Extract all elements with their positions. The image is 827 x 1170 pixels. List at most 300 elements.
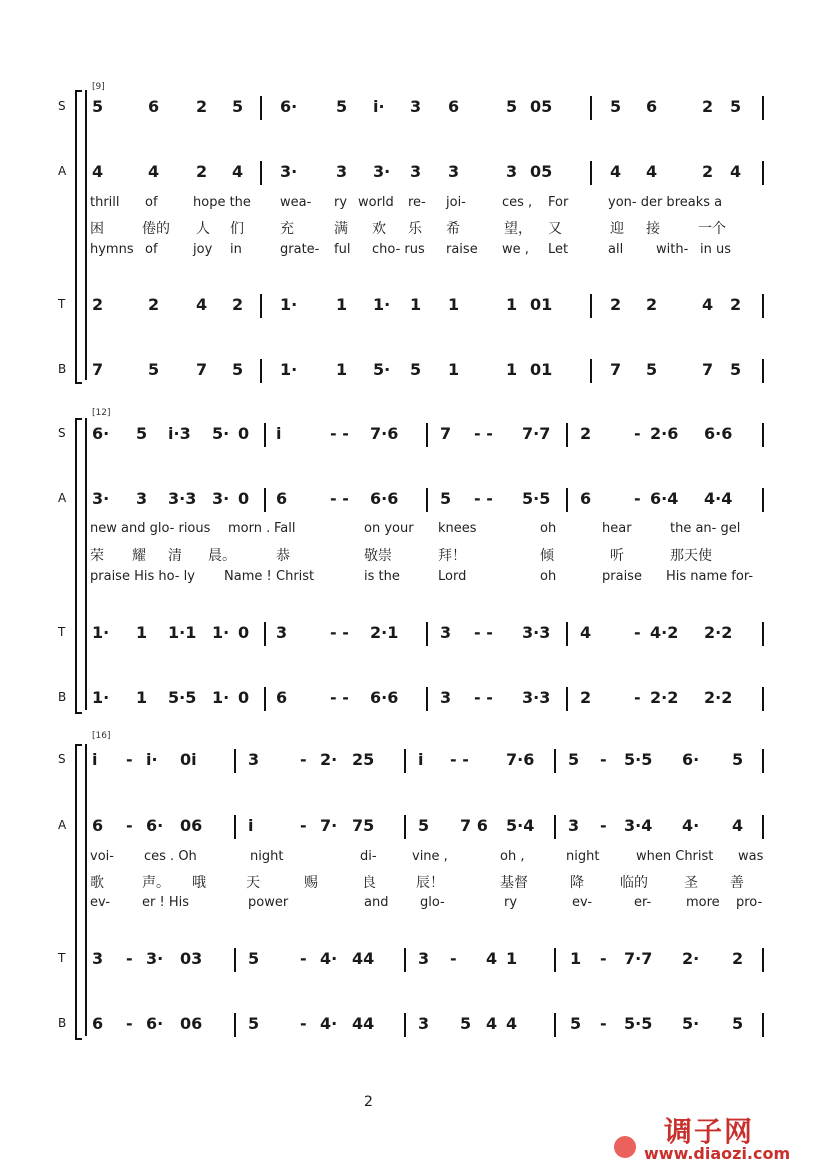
lyric: 望， (504, 221, 532, 237)
lyric: raise (446, 242, 478, 257)
note: 6·6 (704, 424, 733, 443)
note: 01 (530, 295, 553, 314)
note: 3· (212, 489, 230, 508)
note: 6·6 (370, 688, 399, 707)
lyric: all (608, 242, 624, 257)
lyric: 临的 (620, 875, 648, 891)
note: 2·6 (650, 424, 679, 443)
note: 44 (352, 1014, 375, 1033)
note: 1 (136, 688, 148, 707)
note: 7 (92, 360, 104, 379)
lyric: morn . (228, 521, 271, 536)
voice-label-s: S (58, 99, 66, 113)
note: 6· (682, 750, 700, 769)
watermark-url: www.diaozi.com (644, 1144, 791, 1163)
lyric: 圣 (684, 875, 698, 891)
lyric: more (686, 895, 720, 910)
lyrics-chinese (0, 545, 827, 565)
note: 3·4 (624, 816, 653, 835)
barline (264, 622, 266, 646)
note: 3 (506, 162, 518, 181)
note: 5· (373, 360, 391, 379)
note: 4 (580, 623, 592, 642)
note: 5 (232, 97, 244, 116)
note: 1· (280, 360, 298, 379)
note: 5 (732, 750, 744, 769)
barline (264, 423, 266, 447)
lyric: 迎 (610, 221, 624, 237)
note: 2 (196, 162, 208, 181)
barline (590, 96, 592, 120)
note: 2·2 (704, 623, 733, 642)
barline (762, 423, 764, 447)
note: 1· (212, 688, 230, 707)
note: 6 (276, 489, 288, 508)
note: 2 (148, 295, 160, 314)
barline (762, 359, 764, 383)
note: 44 (352, 949, 375, 968)
note: 7 (702, 360, 714, 379)
note: 1· (373, 295, 391, 314)
note: 5 (336, 97, 348, 116)
note: - (300, 949, 307, 968)
lyric: hear (602, 521, 632, 536)
lyric: 基督 (500, 875, 528, 891)
barline (762, 294, 764, 318)
note: 2 (646, 295, 658, 314)
note: 2·2 (704, 688, 733, 707)
note: 1· (212, 623, 230, 642)
lyric: 良 (362, 875, 376, 891)
barline (264, 687, 266, 711)
lyrics-verse3 (0, 569, 827, 587)
tenor-row (0, 949, 827, 975)
lyric: ry (504, 895, 518, 910)
note: 3 (248, 750, 260, 769)
note: - (634, 489, 641, 508)
soprano-row (0, 97, 827, 123)
barline (762, 749, 764, 773)
note: i (418, 750, 424, 769)
voice-label-b: B (58, 362, 67, 376)
lyric: ry (334, 195, 348, 210)
note: 5 (460, 1014, 472, 1033)
note: 4 (232, 162, 244, 181)
note: 5 (248, 1014, 260, 1033)
note: 2·2 (650, 688, 679, 707)
note: 5 (610, 97, 622, 116)
note: 4 (148, 162, 160, 181)
barline (554, 815, 556, 839)
lyric: new and glo- rious (90, 521, 211, 536)
barline (426, 423, 428, 447)
lyric: His name for- (666, 569, 754, 584)
lyric: Lord (438, 569, 467, 584)
barline (762, 687, 764, 711)
lyric: 那天使 (670, 548, 712, 564)
note: 6 (580, 489, 592, 508)
note: 2 (702, 97, 714, 116)
lyric: 困 (90, 221, 104, 237)
note: 7 (196, 360, 208, 379)
note: 1 (336, 360, 348, 379)
note: 3 (410, 97, 422, 116)
note: 3·3 (522, 688, 551, 707)
barline (762, 96, 764, 120)
note: - - (330, 623, 349, 642)
lyric: 人 (196, 221, 210, 237)
note: 1· (92, 623, 110, 642)
note: 4 (730, 162, 742, 181)
lyric: yon- der breaks a (608, 195, 723, 210)
note: 5 (732, 1014, 744, 1033)
lyric: oh (540, 569, 557, 584)
note: 3· (280, 162, 298, 181)
note: 0 (238, 424, 250, 443)
note: 6· (280, 97, 298, 116)
lyric: vine , (412, 849, 448, 864)
note: 2· (682, 949, 700, 968)
lyric: glo- (420, 895, 445, 910)
lyric: 拜！ (438, 548, 466, 564)
note: 4 (646, 162, 658, 181)
note: 5 (148, 360, 160, 379)
note: 6· (92, 424, 110, 443)
note: 0 (238, 688, 250, 707)
alto-row (0, 816, 827, 842)
note: i· (146, 750, 158, 769)
note: 1 (336, 295, 348, 314)
lyric: wea- (280, 195, 312, 210)
note: 5· (682, 1014, 700, 1033)
note: 3 (440, 688, 452, 707)
note: 2 (730, 295, 742, 314)
bass-row (0, 688, 827, 714)
lyric: 恭 (276, 548, 290, 564)
lyric: hope the (193, 195, 251, 210)
note: 5· (212, 424, 230, 443)
barline (260, 161, 262, 185)
note: 5·5 (624, 750, 653, 769)
note: 2 (580, 424, 592, 443)
voice-label-a: A (58, 818, 67, 832)
lyric: 歌 (90, 875, 104, 891)
note: - (600, 816, 607, 835)
note: 5 (136, 424, 148, 443)
soprano-row (0, 750, 827, 776)
note: 6·4 (650, 489, 679, 508)
lyric: 希 (446, 221, 460, 237)
note: 0 (238, 623, 250, 642)
lyric: pro- (736, 895, 763, 910)
lyric: in us (700, 242, 731, 257)
note: - - (474, 623, 493, 642)
barline (566, 423, 568, 447)
note: 01 (530, 360, 553, 379)
note: 3 (276, 623, 288, 642)
note: 1 (506, 360, 518, 379)
lyric: ev- (90, 895, 111, 910)
note: 25 (352, 750, 375, 769)
note: 4· (320, 949, 338, 968)
note: - (126, 1014, 133, 1033)
tenor-row (0, 623, 827, 649)
lyrics-verse1 (0, 195, 827, 213)
note: - (126, 816, 133, 835)
note: 06 (180, 816, 203, 835)
measure-number-12: [12] (92, 408, 111, 418)
tenor-row (0, 295, 827, 321)
barline (404, 749, 406, 773)
barline (260, 96, 262, 120)
lyric: 倦的 (142, 221, 170, 237)
alto-row (0, 489, 827, 515)
note: 1 (506, 949, 518, 968)
note: 5 (730, 97, 742, 116)
measure-number-9: [9] (92, 82, 105, 92)
note: - (300, 750, 307, 769)
note: 4 (486, 949, 498, 968)
note: 7· (320, 816, 338, 835)
note: 7 6 (460, 816, 488, 835)
lyric: 充 (280, 221, 294, 237)
note: 4·4 (704, 489, 733, 508)
note: 2 (580, 688, 592, 707)
barline (566, 622, 568, 646)
lyrics-chinese (0, 872, 827, 892)
note: 3 (568, 816, 580, 835)
lyric: 接 (646, 221, 660, 237)
lyrics-chinese (0, 218, 827, 238)
lyric: 降 (570, 875, 584, 891)
note: 3 (336, 162, 348, 181)
note: 2· (320, 750, 338, 769)
lyric: joi- (446, 195, 466, 210)
barline (554, 1013, 556, 1037)
note: 7 (610, 360, 622, 379)
barline (260, 294, 262, 318)
lyric: 善 (730, 875, 744, 891)
note: 5 (730, 360, 742, 379)
note: 6·6 (370, 489, 399, 508)
barline (566, 687, 568, 711)
lyric: 又 (548, 221, 562, 237)
note: 4· (682, 816, 700, 835)
lyric: 荣 (90, 548, 104, 564)
lyric: night (250, 849, 284, 864)
lyric: 天 (246, 875, 260, 891)
voice-label-s: S (58, 426, 66, 440)
note: - - (474, 489, 493, 508)
note: 2 (92, 295, 104, 314)
note: 5 (506, 97, 518, 116)
note: 4 (506, 1014, 518, 1033)
note: 5 (570, 1014, 582, 1033)
alto-row (0, 162, 827, 188)
lyric: Let (548, 242, 569, 257)
note: - (450, 949, 457, 968)
note: 5 (92, 97, 104, 116)
note: 03 (180, 949, 203, 968)
voice-label-t: T (58, 297, 66, 311)
lyrics-verse3 (0, 895, 827, 913)
note: 05 (530, 162, 553, 181)
voice-label-a: A (58, 164, 67, 178)
note: 2 (196, 97, 208, 116)
note: 3 (418, 949, 430, 968)
note: 3· (373, 162, 391, 181)
lyric: re- (408, 195, 426, 210)
note: 5 (646, 360, 658, 379)
page-number: 2 (364, 1094, 373, 1110)
lyric: voi- (90, 849, 114, 864)
barline (762, 815, 764, 839)
note: - (300, 816, 307, 835)
note: - (634, 623, 641, 642)
note: 5·4 (506, 816, 535, 835)
note: 06 (180, 1014, 203, 1033)
note: 6· (146, 816, 164, 835)
note: 6 (276, 688, 288, 707)
voice-label-t: T (58, 951, 66, 965)
lyric: 哦 (192, 875, 206, 891)
note: 4 (702, 295, 714, 314)
barline (590, 359, 592, 383)
lyric: 倾 (540, 548, 554, 564)
lyric: ev- (572, 895, 593, 910)
note: 4· (320, 1014, 338, 1033)
lyric: praise His ho- ly (90, 569, 195, 584)
note: 3 (92, 949, 104, 968)
note: 0i (180, 750, 197, 769)
note: - (634, 424, 641, 443)
barline (426, 488, 428, 512)
voice-label-t: T (58, 625, 66, 639)
lyric: in (230, 242, 242, 257)
lyric: thrill (90, 195, 120, 210)
bass-row (0, 360, 827, 386)
note: 6 (448, 97, 460, 116)
note: - (126, 750, 133, 769)
system-bracket (75, 418, 82, 714)
lyric: with- (656, 242, 689, 257)
note: 3 (136, 489, 148, 508)
note: 5·5 (522, 489, 551, 508)
note: 6 (92, 816, 104, 835)
barline (762, 948, 764, 972)
note: 5·5 (168, 688, 197, 707)
lyric: praise (602, 569, 642, 584)
note: i·3 (168, 424, 191, 443)
note: 1· (92, 688, 110, 707)
note: 3· (146, 949, 164, 968)
note: 1 (410, 295, 422, 314)
lyric: knees (438, 521, 477, 536)
note: 7 (440, 424, 452, 443)
note: 3 (418, 1014, 430, 1033)
note: 2 (702, 162, 714, 181)
note: 7·7 (522, 424, 551, 443)
lyric: of (145, 195, 158, 210)
note: 2 (232, 295, 244, 314)
note: 0 (238, 489, 250, 508)
barline (404, 948, 406, 972)
note: i (92, 750, 98, 769)
note: i (248, 816, 254, 835)
lyric: 辰！ (416, 875, 444, 891)
system-bracket (75, 744, 82, 1040)
voice-label-b: B (58, 1016, 67, 1030)
lyric: er ! His (142, 895, 189, 910)
lyric: oh (540, 521, 557, 536)
lyric: 一个 (698, 221, 726, 237)
lyric: the an- gel (670, 521, 741, 536)
note: - (126, 949, 133, 968)
note: - - (330, 688, 349, 707)
lyric: Christ (276, 569, 315, 584)
note: 6 (148, 97, 160, 116)
note: 1·1 (168, 623, 197, 642)
note: 1 (506, 295, 518, 314)
barline (264, 488, 266, 512)
barline (234, 749, 236, 773)
lyric: 听 (610, 548, 624, 564)
watermark-logo (610, 1110, 800, 1166)
note: 2 (610, 295, 622, 314)
barline (404, 815, 406, 839)
lyric: 清 (168, 548, 182, 564)
note: 5 (440, 489, 452, 508)
lyric: 声。 (142, 875, 170, 891)
note: 4 (92, 162, 104, 181)
note: - (634, 688, 641, 707)
lyric: 们 (230, 221, 244, 237)
note: 7·6 (370, 424, 399, 443)
logo-icon (614, 1136, 636, 1158)
note: 6· (146, 1014, 164, 1033)
lyric: ces . Oh (144, 849, 197, 864)
note: 7·7 (624, 949, 653, 968)
barline (762, 1013, 764, 1037)
barline (554, 749, 556, 773)
note: 6 (646, 97, 658, 116)
barline (234, 948, 236, 972)
note: 1 (136, 623, 148, 642)
note: 05 (530, 97, 553, 116)
note: - (600, 750, 607, 769)
lyric: di- (360, 849, 377, 864)
note: 1 (448, 295, 460, 314)
lyric: was (738, 849, 764, 864)
note: 2·1 (370, 623, 399, 642)
note: 1 (570, 949, 582, 968)
lyric: ful (334, 242, 351, 257)
lyric: Fall (274, 521, 296, 536)
lyric: 赐 (304, 875, 318, 891)
lyric: 耀 (132, 548, 146, 564)
lyric: joy (193, 242, 213, 257)
lyric: night (566, 849, 600, 864)
lyric: hymns (90, 242, 134, 257)
note: 75 (352, 816, 375, 835)
note: - (600, 1014, 607, 1033)
note: i (276, 424, 282, 443)
lyric: oh , (500, 849, 525, 864)
note: 4 (196, 295, 208, 314)
lyrics-verse1 (0, 521, 827, 539)
note: 4 (486, 1014, 498, 1033)
barline (404, 1013, 406, 1037)
